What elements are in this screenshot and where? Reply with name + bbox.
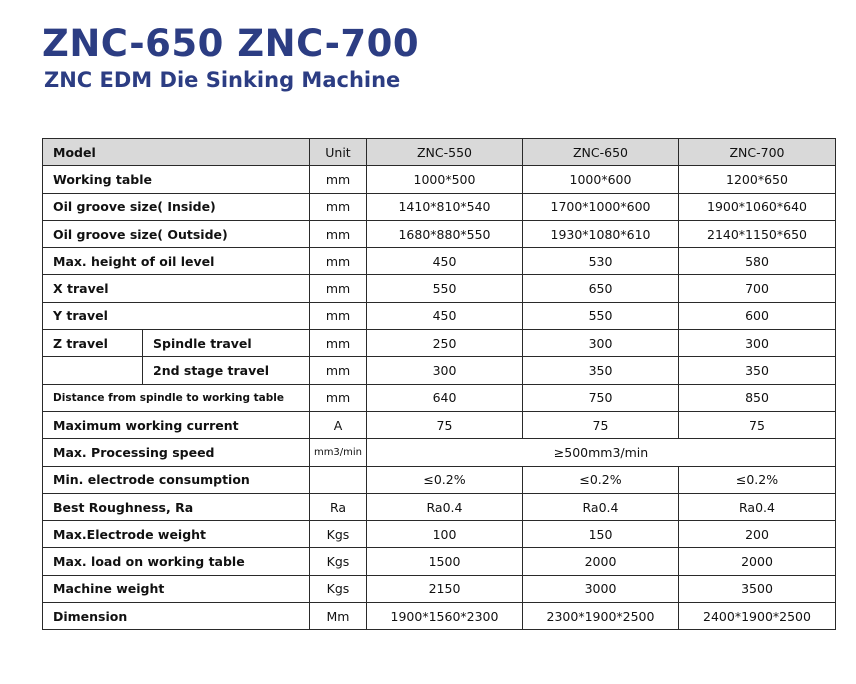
cell-value: 1900*1060*640 [679,193,836,220]
row-label: Oil groove size( Inside) [43,193,310,220]
row-unit: Ra [310,493,367,520]
row-label: Maximum working current [43,411,310,438]
row-unit: Mm [310,603,367,630]
row-unit: mm3/min [310,439,367,466]
row-unit: mm [310,166,367,193]
row-unit: Kgs [310,521,367,548]
cell-value-merged: ≥500mm3/min [367,439,836,466]
cell-value: 600 [679,302,836,329]
cell-value: 450 [367,248,523,275]
row-unit: mm [310,384,367,411]
cell-value: 250 [367,330,523,357]
row-label: Dimension [43,603,310,630]
cell-value: 580 [679,248,836,275]
header-model-3: ZNC-700 [679,139,836,166]
cell-value: 750 [523,384,679,411]
cell-value: 1700*1000*600 [523,193,679,220]
cell-value: 1000*600 [523,166,679,193]
row-unit: mm [310,330,367,357]
row-label: Max.Electrode weight [43,521,310,548]
cell-value: 640 [367,384,523,411]
cell-value: 150 [523,521,679,548]
header-model-1: ZNC-550 [367,139,523,166]
cell-value: ≤0.2% [679,466,836,493]
cell-value: 3000 [523,575,679,602]
header-unit: Unit [310,139,367,166]
cell-value: Ra0.4 [367,493,523,520]
header-model: Model [43,139,310,166]
table-row [43,548,836,575]
cell-value: 75 [679,411,836,438]
spec-table [42,138,836,630]
cell-value: 2140*1150*650 [679,220,836,247]
cell-value: ≤0.2% [367,466,523,493]
row-label: Best Roughness, Ra [43,493,310,520]
cell-value: 300 [523,330,679,357]
cell-value: 650 [523,275,679,302]
cell-value: 75 [523,411,679,438]
row-label-empty [43,357,143,384]
page-subtitle: ZNC EDM Die Sinking Machine [44,68,401,92]
table-row [43,193,836,220]
cell-value: 350 [523,357,679,384]
cell-value: 850 [679,384,836,411]
row-unit: mm [310,302,367,329]
table-row [43,575,836,602]
cell-value: 2300*1900*2500 [523,603,679,630]
row-label: Y travel [43,302,310,329]
row-unit: mm [310,193,367,220]
cell-value: 1930*1080*610 [523,220,679,247]
cell-value: 2000 [523,548,679,575]
cell-value: 2150 [367,575,523,602]
table-row [43,439,836,466]
row-sublabel: 2nd stage travel [143,357,310,384]
cell-value: 1410*810*540 [367,193,523,220]
cell-value: 530 [523,248,679,275]
row-label: Max. height of oil level [43,248,310,275]
table-row [43,493,836,520]
page-title: ZNC-650 ZNC-700 [42,22,420,65]
table-row [43,220,836,247]
cell-value: 350 [679,357,836,384]
row-unit: Kgs [310,548,367,575]
row-unit: mm [310,248,367,275]
cell-value: 2000 [679,548,836,575]
cell-value: 1000*500 [367,166,523,193]
table-row [43,330,836,357]
cell-value: 2400*1900*2500 [679,603,836,630]
row-label: Oil groove size( Outside) [43,220,310,247]
table-row [43,357,836,384]
table-row [43,384,836,411]
row-unit: Kgs [310,575,367,602]
row-unit: mm [310,357,367,384]
row-label: Machine weight [43,575,310,602]
row-label: Max. Processing speed [43,439,310,466]
cell-value: ≤0.2% [523,466,679,493]
row-sublabel: Spindle travel [143,330,310,357]
row-label: Max. load on working table [43,548,310,575]
cell-value: 550 [523,302,679,329]
table-header-row [43,139,836,166]
table-row [43,411,836,438]
cell-value: 3500 [679,575,836,602]
cell-value: Ra0.4 [523,493,679,520]
table-row [43,275,836,302]
row-unit [310,466,367,493]
table-row [43,166,836,193]
row-label: Distance from spindle to working table [43,384,310,411]
table-row [43,521,836,548]
cell-value: 1200*650 [679,166,836,193]
row-label: Z travel [43,330,143,357]
cell-value: 100 [367,521,523,548]
cell-value: 1680*880*550 [367,220,523,247]
cell-value: 700 [679,275,836,302]
cell-value: 300 [367,357,523,384]
row-label: Working table [43,166,310,193]
row-unit: mm [310,275,367,302]
cell-value: 300 [679,330,836,357]
table-row [43,248,836,275]
row-unit: mm [310,220,367,247]
row-unit: A [310,411,367,438]
table-row [43,466,836,493]
cell-value: 550 [367,275,523,302]
cell-value: 200 [679,521,836,548]
table-row [43,603,836,630]
cell-value: Ra0.4 [679,493,836,520]
cell-value: 75 [367,411,523,438]
cell-value: 450 [367,302,523,329]
header-model-2: ZNC-650 [523,139,679,166]
row-label: Min. electrode consumption [43,466,310,493]
row-label: X travel [43,275,310,302]
table-row [43,302,836,329]
cell-value: 1500 [367,548,523,575]
cell-value: 1900*1560*2300 [367,603,523,630]
